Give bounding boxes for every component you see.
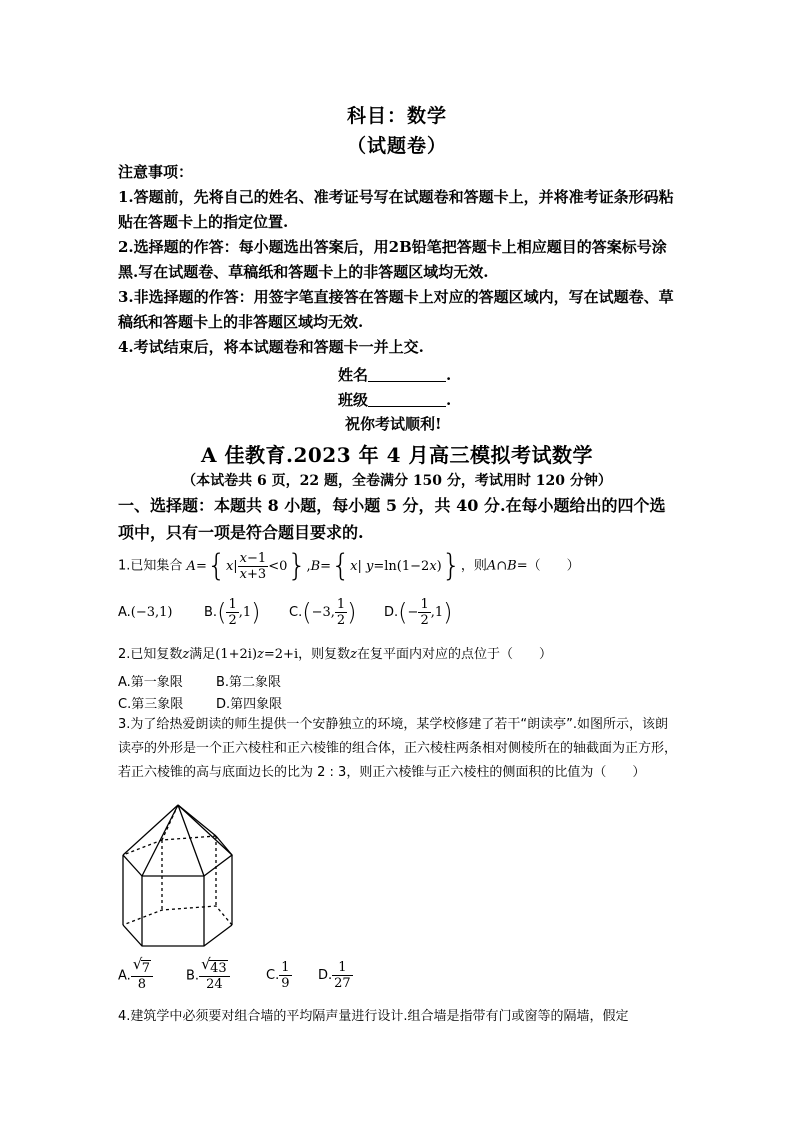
good-luck-text: 祝你考试顺利! — [345, 415, 442, 433]
notes-block — [118, 160, 678, 360]
q2-option-c[interactable]: C.第三象限 — [118, 697, 184, 712]
q2-text-c: ，则复数 — [298, 647, 351, 662]
q1-option-a[interactable]: A.(−3,1) — [118, 605, 173, 620]
name-blank[interactable] — [368, 366, 446, 382]
note-item-1: 1.答题前，先将自己的姓名、准考证号写在试题卷和答题卡上，并将准考证条形码粘贴在答题卡上的指定位置. — [118, 188, 674, 231]
q2-var-z2: z — [350, 647, 357, 662]
q1-prefix: 1.已知集合 — [118, 558, 183, 574]
subject-title: 科目：数学 — [346, 105, 447, 127]
q2-text-b: 满足 — [189, 647, 216, 662]
name-period: . — [446, 366, 452, 384]
q3-option-c-label: C. — [266, 968, 280, 983]
q2-text-a: 2.已知复数 — [118, 647, 183, 662]
q2-option-b[interactable]: B.第二象限 — [216, 675, 282, 690]
q1-set-a: A={x| $\frac{x-1}{x+3}$ <0},B={x| y=ln(1−2x)} — [186, 548, 461, 583]
q1-option-d[interactable]: D.(− $\frac{1}{2}$ ,1) — [384, 597, 453, 628]
q3-option-d[interactable]: D. $\frac{1}{27}$ — [318, 960, 351, 991]
question-2 — [118, 644, 678, 666]
q1-option-c[interactable]: C.(−3, $\frac{1}{2}$ ) — [289, 597, 357, 628]
class-field — [338, 389, 451, 410]
q3-option-c[interactable]: C. $\frac{1}{9}$ — [266, 960, 290, 991]
note-item-3: 3.非选择题的作答：用签字笔直接答在答题卡上对应的答题区域内，写在试题卷、草稿纸和答题卡上的非答题区域均无效. — [118, 288, 674, 331]
class-period: . — [446, 391, 452, 409]
q2-option-d[interactable]: D.第四象限 — [216, 697, 283, 712]
q1-option-d-label: D. — [384, 605, 399, 620]
q2-var-z: z — [182, 647, 190, 662]
name-label: 姓名 — [338, 366, 369, 384]
q1-option-c-label: C. — [289, 605, 303, 620]
q1-option-b[interactable]: B.( $\frac{1}{2}$ ,1) — [204, 597, 261, 628]
q1-option-b-label: B. — [204, 605, 218, 620]
paper-type: （试题卷） — [346, 135, 447, 157]
q2-equation: (1+2i)z=2+i — [215, 647, 299, 662]
reading-pavilion-figure — [118, 800, 238, 958]
q3-option-d-label: D. — [318, 968, 333, 983]
class-label: 班级 — [338, 391, 369, 409]
note-item-4: 4.考试结束后，将本试题卷和答题卡一并上交. — [118, 338, 424, 356]
q3-option-a-label: A. — [118, 968, 131, 984]
q3-option-b[interactable]: B. √ 43 24 — [186, 960, 230, 992]
name-field — [338, 364, 451, 385]
question-4: 4.建筑学中必须要对组合墙的平均隔声量进行设计.组合墙是指带有门或窗等的隔墙，假定 — [118, 1009, 629, 1024]
class-blank[interactable] — [368, 391, 446, 407]
question-3: 3.为了给热爱朗读的师生提供一个安静独立的环境，某学校修建了若干“朗读亭”.如图所示，该朗读亭的外形是一个正六棱柱和正六棱锥的组合体，正六棱柱两条相对侧棱所在的轴截面为正方形，若正六棱锥的高与底面边长的比为 2 : 3，则正六棱锥与正六棱柱的侧面积的比值为（ ） — [118, 717, 678, 780]
q1-intersection: A∩B= — [486, 558, 528, 574]
q3-option-a[interactable]: A. √ 7 8 — [118, 960, 153, 992]
exam-subtitle: （本试卷共 6 页，22 题，全卷满分 150 分，考试用时 120 分钟） — [182, 473, 612, 489]
section-one-heading: 一、选择题：本题共 8 小题，每小题 5 分，共 40 分.在每小题给出的四个选项中，只有一项是符合题目要求的. — [118, 496, 666, 542]
notes-heading: 注意事项： — [118, 163, 194, 181]
note-item-2: 2.选择题的作答：每小题选出答案后，用2B铅笔把答题卡上相应题目的答案标号涂黑.写在试题卷、草稿纸和答题卡上的非答题区域均无效. — [118, 238, 667, 281]
q2-option-a[interactable]: A.第一象限 — [118, 675, 183, 690]
q2-text-d: 在复平面内对应的点位于（ ） — [356, 647, 552, 662]
q1-option-a-label: A. — [118, 605, 131, 620]
q3-option-b-label: B. — [186, 968, 200, 984]
q1-suffix: ，则 — [460, 558, 487, 574]
q1-paren: （ ） — [527, 558, 580, 574]
exam-title: A 佳教育.2023 年 4 月高三模拟考试数学 — [201, 443, 593, 467]
question-1 — [118, 548, 678, 584]
